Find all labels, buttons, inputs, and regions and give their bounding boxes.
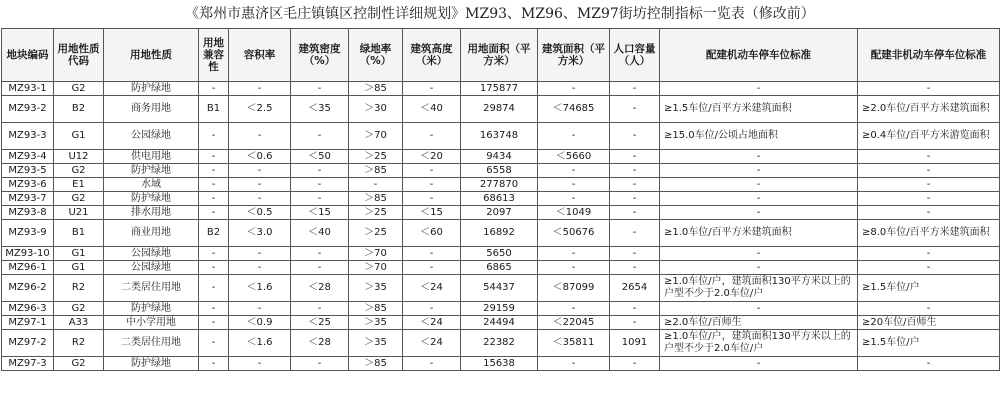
table-cell: - (229, 357, 291, 371)
table-cell: G2 (54, 82, 104, 96)
table-cell: 24494 (461, 316, 538, 330)
table-row (2, 192, 1000, 206)
table-cell: 中小学用地 (104, 316, 199, 330)
table-cell: - (660, 192, 858, 206)
table-cell: - (660, 206, 858, 220)
table-cell: G1 (54, 123, 104, 150)
table-cell: - (610, 357, 660, 371)
table-cell: ＜1.6 (229, 330, 291, 357)
table-cell: - (610, 164, 660, 178)
column-header: 用地性质 (104, 29, 199, 82)
table-cell: ＜35 (291, 96, 349, 123)
table-cell: ＞85 (349, 192, 403, 206)
table-cell: 防护绿地 (104, 357, 199, 371)
control-index-table (1, 28, 1000, 371)
table-cell: - (199, 206, 229, 220)
table-cell: 商务用地 (104, 96, 199, 123)
column-header: 建筑密度（%） (291, 29, 349, 82)
table-cell: ＞70 (349, 247, 403, 261)
table-cell: U12 (54, 150, 104, 164)
table-cell: ＜50676 (538, 220, 610, 247)
table-cell: A33 (54, 316, 104, 330)
table-cell: 15638 (461, 357, 538, 371)
table-cell: - (610, 178, 660, 192)
table-cell: ≥1.5车位/户 (858, 330, 1000, 357)
table-row (2, 357, 1000, 371)
column-header: 配建非机动车停车位标准 (858, 29, 1000, 82)
table-cell: ＜15 (291, 206, 349, 220)
table-cell: ＜0.6 (229, 150, 291, 164)
table-cell: B2 (54, 96, 104, 123)
table-cell: - (610, 150, 660, 164)
column-header: 建筑面积（平方米） (538, 29, 610, 82)
table-cell: - (660, 302, 858, 316)
table-cell: G2 (54, 164, 104, 178)
table-cell: - (229, 123, 291, 150)
table-cell: 2654 (610, 275, 660, 302)
table-cell: 二类居住用地 (104, 330, 199, 357)
table-cell: ＜15 (403, 206, 461, 220)
table-cell: - (229, 82, 291, 96)
table-cell: MZ93-10 (2, 247, 54, 261)
column-header: 用地面积（平方米） (461, 29, 538, 82)
table-cell: ≥1.5车位/户 (858, 275, 1000, 302)
table-cell: ≥8.0车位/百平方米建筑面积 (858, 220, 1000, 247)
table-row (2, 302, 1000, 316)
table-cell: - (538, 164, 610, 178)
table-cell: - (610, 261, 660, 275)
table-cell: 防护绿地 (104, 82, 199, 96)
table-cell: 175877 (461, 82, 538, 96)
table-cell: 排水用地 (104, 206, 199, 220)
table-row (2, 247, 1000, 261)
table-cell: ≥20车位/百师生 (858, 316, 1000, 330)
table-cell: - (229, 178, 291, 192)
table-cell: B1 (199, 96, 229, 123)
table-cell: ≥1.0车位/户，建筑面积130平方米以上的户型不少于2.0车位/户 (660, 330, 858, 357)
table-cell: 54437 (461, 275, 538, 302)
table-cell: - (403, 178, 461, 192)
table-cell: ＜24 (403, 330, 461, 357)
table-cell: - (403, 261, 461, 275)
table-cell: 防护绿地 (104, 302, 199, 316)
table-cell: 22382 (461, 330, 538, 357)
table-cell: - (610, 96, 660, 123)
table-cell: - (403, 123, 461, 150)
table-cell: - (229, 247, 291, 261)
table-cell: - (538, 302, 610, 316)
table-cell: ≥1.5车位/百平方米建筑面积 (660, 96, 858, 123)
table-cell: - (199, 316, 229, 330)
table-cell: 163748 (461, 123, 538, 150)
table-cell: R2 (54, 330, 104, 357)
table-cell: ≥1.0车位/百平方米建筑面积 (660, 220, 858, 247)
table-cell: ≥15.0车位/公顷占地面积 (660, 123, 858, 150)
table-cell: - (403, 164, 461, 178)
table-cell: - (199, 192, 229, 206)
table-cell: - (403, 357, 461, 371)
table-cell: - (858, 247, 1000, 261)
table-cell: - (403, 302, 461, 316)
table-cell: ＞35 (349, 275, 403, 302)
table-row (2, 275, 1000, 302)
table-cell: - (199, 247, 229, 261)
table-cell: MZ93-8 (2, 206, 54, 220)
table-cell: - (858, 178, 1000, 192)
table-cell: - (610, 82, 660, 96)
table-cell: - (229, 302, 291, 316)
table-cell: - (199, 275, 229, 302)
table-cell: - (229, 192, 291, 206)
table-cell: - (610, 302, 660, 316)
table-cell: - (199, 82, 229, 96)
table-body (2, 82, 1000, 371)
table-row (2, 261, 1000, 275)
table-cell: ＜24 (403, 275, 461, 302)
table-cell: ≥2.0车位/百平方米建筑面积 (858, 96, 1000, 123)
table-cell: ＜40 (403, 96, 461, 123)
table-cell: - (858, 302, 1000, 316)
table-cell: MZ93-9 (2, 220, 54, 247)
table-cell: - (199, 302, 229, 316)
table-cell: MZ93-3 (2, 123, 54, 150)
table-cell: - (610, 192, 660, 206)
column-header: 地块编码 (2, 29, 54, 82)
table-cell: - (229, 164, 291, 178)
table-title: 《郑州市惠济区毛庄镇镇区控制性详细规划》MZ93、MZ96、MZ97街坊控制指标一览表（修改前） (185, 6, 815, 22)
table-cell: ＜28 (291, 330, 349, 357)
table-cell: 供电用地 (104, 150, 199, 164)
table-cell: ＞25 (349, 150, 403, 164)
table-cell: - (610, 206, 660, 220)
table-cell: - (291, 123, 349, 150)
table-cell: - (660, 150, 858, 164)
table-cell: - (349, 178, 403, 192)
table-cell: ＜25 (291, 316, 349, 330)
table-cell: - (538, 261, 610, 275)
table-cell: ＞70 (349, 261, 403, 275)
column-header: 建筑高度（米） (403, 29, 461, 82)
table-cell: 16892 (461, 220, 538, 247)
table-cell: ＞85 (349, 164, 403, 178)
table-cell: - (403, 192, 461, 206)
table-row (2, 220, 1000, 247)
table-cell: MZ93-5 (2, 164, 54, 178)
table-cell: - (858, 261, 1000, 275)
table-cell: - (199, 178, 229, 192)
table-row (2, 330, 1000, 357)
table-cell: - (858, 206, 1000, 220)
table-cell: - (858, 150, 1000, 164)
table-cell: - (660, 164, 858, 178)
table-row (2, 82, 1000, 96)
table-cell: - (291, 261, 349, 275)
table-cell: - (610, 316, 660, 330)
table-cell: - (199, 261, 229, 275)
table-cell: 公园绿地 (104, 123, 199, 150)
table-cell: E1 (54, 178, 104, 192)
table-cell: G2 (54, 302, 104, 316)
table-cell: ＜5660 (538, 150, 610, 164)
table-cell: 6865 (461, 261, 538, 275)
table-cell: - (538, 357, 610, 371)
table-row (2, 164, 1000, 178)
table-cell: ＜74685 (538, 96, 610, 123)
table-cell: ＞85 (349, 302, 403, 316)
table-cell: - (291, 192, 349, 206)
table-cell: 公园绿地 (104, 247, 199, 261)
table-cell: - (610, 123, 660, 150)
header-row (2, 29, 1000, 82)
table-cell: MZ97-3 (2, 357, 54, 371)
table-cell: MZ93-1 (2, 82, 54, 96)
table-cell: MZ96-3 (2, 302, 54, 316)
table-cell: MZ96-2 (2, 275, 54, 302)
table-cell: 5650 (461, 247, 538, 261)
table-cell: G1 (54, 261, 104, 275)
table-row (2, 150, 1000, 164)
column-header: 绿地率（%） (349, 29, 403, 82)
table-cell: ＞25 (349, 220, 403, 247)
table-cell: 商业用地 (104, 220, 199, 247)
column-header: 配建机动车停车位标准 (660, 29, 858, 82)
table-cell: MZ93-6 (2, 178, 54, 192)
table-cell: 2097 (461, 206, 538, 220)
table-cell: - (858, 192, 1000, 206)
table-cell: MZ97-1 (2, 316, 54, 330)
table-cell: 68613 (461, 192, 538, 206)
table-cell: ＞30 (349, 96, 403, 123)
column-header: 用地性质代码 (54, 29, 104, 82)
table-cell: - (660, 178, 858, 192)
table-cell: - (660, 247, 858, 261)
table-cell: MZ96-1 (2, 261, 54, 275)
table-cell: ＜28 (291, 275, 349, 302)
table-cell: G1 (54, 247, 104, 261)
table-cell: - (538, 247, 610, 261)
table-cell: - (858, 82, 1000, 96)
table-cell: ＜0.9 (229, 316, 291, 330)
table-cell: ≥1.0车位/户，建筑面积130平方米以上的户型不少于2.0车位/户 (660, 275, 858, 302)
table-cell: - (610, 247, 660, 261)
table-cell: - (291, 302, 349, 316)
table-cell: - (538, 82, 610, 96)
table-cell: - (610, 220, 660, 247)
table-row (2, 96, 1000, 123)
table-cell: ＜87099 (538, 275, 610, 302)
table-cell: R2 (54, 275, 104, 302)
table-cell: - (538, 178, 610, 192)
table-cell: 9434 (461, 150, 538, 164)
table-cell: - (538, 192, 610, 206)
table-cell: B1 (54, 220, 104, 247)
table-cell: ≥2.0车位/百师生 (660, 316, 858, 330)
table-cell: 水域 (104, 178, 199, 192)
table-cell: MZ97-2 (2, 330, 54, 357)
table-cell: - (538, 123, 610, 150)
table-cell: MZ93-7 (2, 192, 54, 206)
table-cell: ＜50 (291, 150, 349, 164)
table-cell: ＞85 (349, 82, 403, 96)
table-cell: 防护绿地 (104, 164, 199, 178)
table-cell: - (858, 164, 1000, 178)
table-cell: - (858, 357, 1000, 371)
table-cell: 防护绿地 (104, 192, 199, 206)
column-header: 人口容量（人） (610, 29, 660, 82)
table-cell: MZ93-2 (2, 96, 54, 123)
table-row (2, 178, 1000, 192)
table-cell: 二类居住用地 (104, 275, 199, 302)
table-cell: - (291, 164, 349, 178)
table-cell: ＜20 (403, 150, 461, 164)
table-cell: G2 (54, 357, 104, 371)
table-cell: - (403, 82, 461, 96)
table-cell: - (199, 357, 229, 371)
table-cell: ＜35811 (538, 330, 610, 357)
table-cell: ≥0.4车位/百平方米游览面积 (858, 123, 1000, 150)
table-cell: 6558 (461, 164, 538, 178)
table-row (2, 206, 1000, 220)
table-cell: - (403, 247, 461, 261)
table-cell: - (660, 357, 858, 371)
table-cell: ＜60 (403, 220, 461, 247)
table-row (2, 123, 1000, 150)
table-cell: - (199, 150, 229, 164)
table-cell: 29874 (461, 96, 538, 123)
table-cell: - (229, 261, 291, 275)
table-cell: ＜2.5 (229, 96, 291, 123)
table-cell: ＞70 (349, 123, 403, 150)
table-cell: 29159 (461, 302, 538, 316)
column-header: 用地兼容性 (199, 29, 229, 82)
table-cell: - (199, 330, 229, 357)
table-cell: ＞35 (349, 330, 403, 357)
table-cell: ＞35 (349, 316, 403, 330)
table-cell: - (199, 123, 229, 150)
table-cell: 公园绿地 (104, 261, 199, 275)
column-header: 容积率 (229, 29, 291, 82)
table-cell: - (660, 82, 858, 96)
table-cell: ＜1.6 (229, 275, 291, 302)
table-cell: ＜22045 (538, 316, 610, 330)
table-cell: ＜40 (291, 220, 349, 247)
table-row (2, 316, 1000, 330)
table-cell: - (291, 247, 349, 261)
table-cell: - (199, 164, 229, 178)
table-cell: - (291, 82, 349, 96)
table-cell: 277870 (461, 178, 538, 192)
table-cell: - (291, 178, 349, 192)
table-cell: MZ93-4 (2, 150, 54, 164)
table-cell: - (291, 357, 349, 371)
table-cell: U21 (54, 206, 104, 220)
table-cell: ＞25 (349, 206, 403, 220)
table-cell: ＜0.5 (229, 206, 291, 220)
table-cell: - (660, 261, 858, 275)
table-cell: 1091 (610, 330, 660, 357)
table-cell: ＜24 (403, 316, 461, 330)
table-cell: G2 (54, 192, 104, 206)
table-cell: B2 (199, 220, 229, 247)
table-cell: ＜1049 (538, 206, 610, 220)
table-cell: ＜3.0 (229, 220, 291, 247)
table-cell: ＞85 (349, 357, 403, 371)
